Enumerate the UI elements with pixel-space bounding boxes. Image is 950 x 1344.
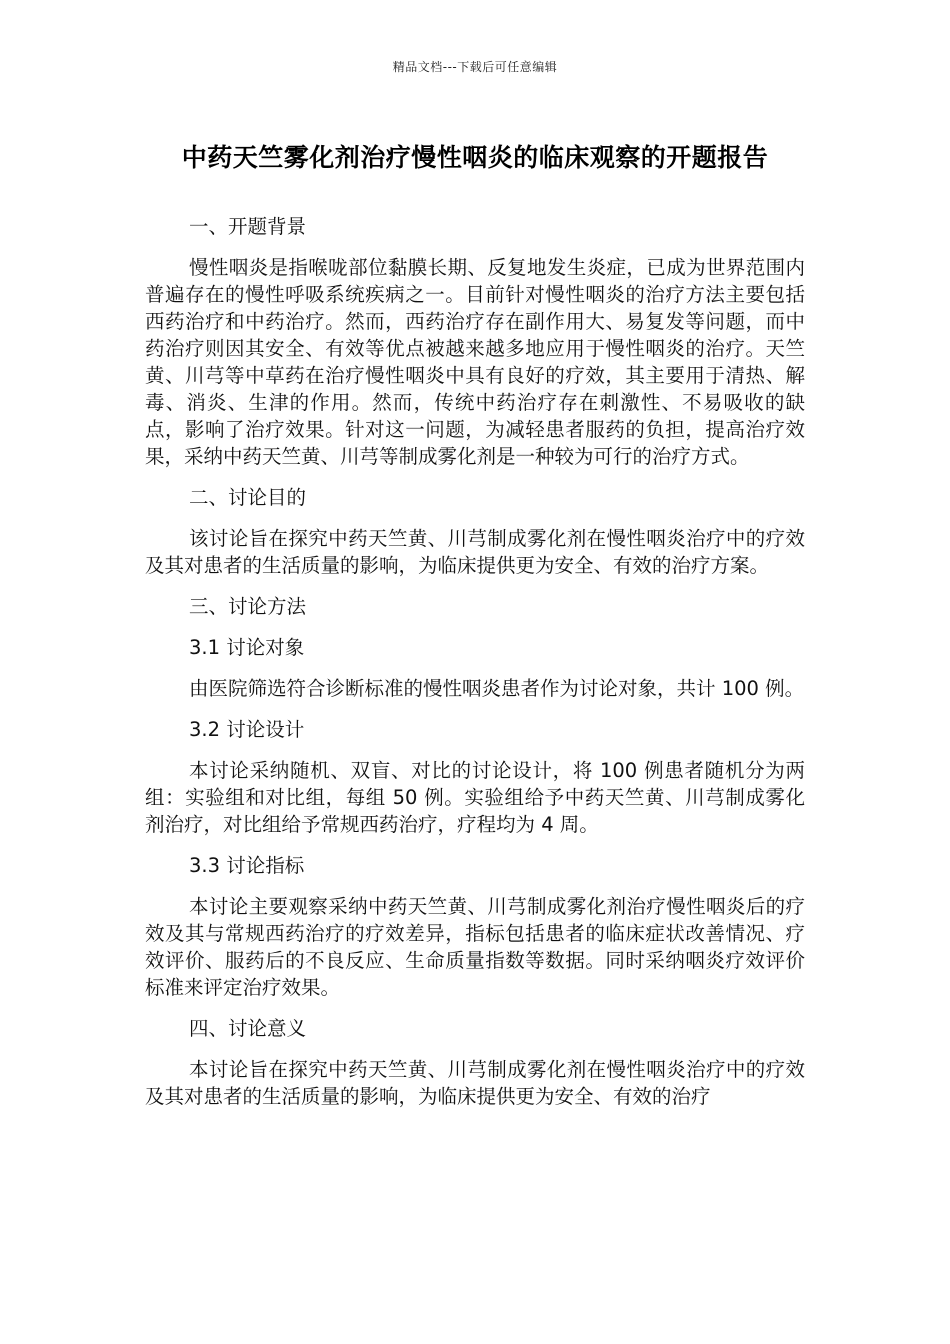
header-note: 精品文档---下载后可任意编辑	[392, 60, 558, 74]
section-heading-background: 一、开题背景	[189, 215, 307, 238]
paragraph-background: 慢性咽炎是指喉咙部位黏膜长期、反复地发生炎症，已成为世界范围内普遍存在的慢性呼吸系统疾病之一。目前针对慢性咽炎的治疗方法主要包括西药治疗和中药治疗。然而，西药治疗存在副作用大、易复发等问题，而中药治疗则因其安全、有效等优点被越来越多地应用于慢性咽炎的治疗。天竺黄、川芎等中草药在治疗慢性咽炎中具有良好的疗效，其主要用于清热、解毒、消炎、生津的作用。然而，传统中药治疗存在刺激性、不易吸收的缺点，影响了治疗效果。针对这一问题，为减轻患者服药的负担，提高治疗效果，采纳中药天竺黄、川芎等制成雾化剂是一种较为可行的治疗方式。	[145, 256, 805, 468]
subsection-heading-design: 3.2 讨论设计	[189, 718, 305, 741]
paragraph-design: 本讨论采纳随机、双盲、对比的讨论设计，将 100 例患者随机分为两组：实验组和对比组，每组 50 例。实验组给予中药天竺黄、川芎制成雾化剂治疗，对比组给予常规西药治疗，疗程均为 4 周。	[145, 759, 805, 836]
paragraph-significance: 本讨论旨在探究中药天竺黄、川芎制成雾化剂在慢性咽炎治疗中的疗效及其对患者的生活质量的影响，为临床提供更为安全、有效的治疗	[145, 1058, 805, 1108]
paragraph-indicators: 本讨论主要观察采纳中药天竺黄、川芎制成雾化剂治疗慢性咽炎后的疗效及其与常规西药治疗的疗效差异，指标包括患者的临床症状改善情况、疗效评价、服药后的不良反应、生命质量指数等数据。同时采纳咽炎疗效评价标准来评定治疗效果。	[145, 895, 805, 999]
subsection-heading-indicators: 3.3 讨论指标	[189, 854, 305, 877]
document-title: 中药天竺雾化剂治疗慢性咽炎的临床观察的开题报告	[181, 143, 769, 172]
section-heading-method: 三、讨论方法	[189, 595, 307, 618]
section-heading-significance: 四、讨论意义	[189, 1017, 307, 1040]
subsection-heading-subjects: 3.1 讨论对象	[189, 636, 305, 659]
document-body	[145, 213, 805, 1110]
section-heading-purpose: 二、讨论目的	[189, 486, 307, 509]
paragraph-subjects: 由医院筛选符合诊断标准的慢性咽炎患者作为讨论对象，共计 100 例。	[189, 677, 805, 700]
paragraph-purpose: 该讨论旨在探究中药天竺黄、川芎制成雾化剂在慢性咽炎治疗中的疗效及其对患者的生活质量的影响，为临床提供更为安全、有效的治疗方案。	[145, 527, 805, 577]
